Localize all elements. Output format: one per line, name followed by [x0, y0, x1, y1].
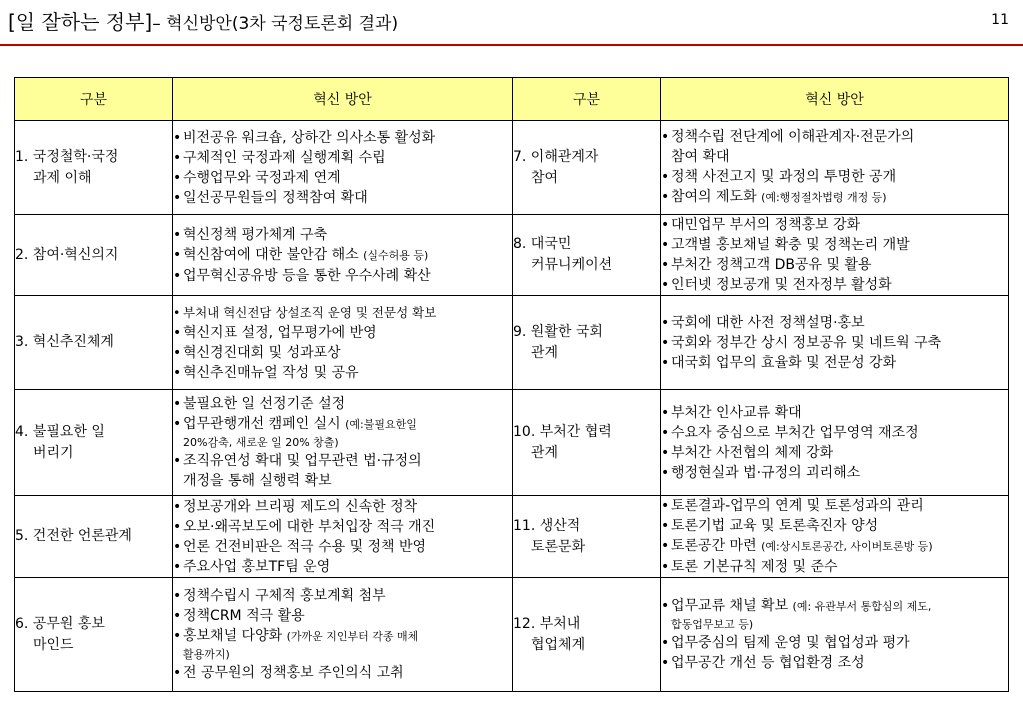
list-item [173, 188, 512, 208]
item-text: 정책 사전고지 및 과정의 투명한 공개 [671, 169, 897, 185]
item-text: 인터넷 정보공개 및 전자정부 활성화 [671, 277, 892, 293]
item-text: 부처간 정책고객 DB공유 및 활용 [671, 257, 872, 273]
list-item [173, 225, 512, 245]
plan-list [173, 225, 512, 286]
item-text: 혁신참여에 대한 불안감 해소 [183, 246, 359, 263]
category-line: 8. 대국민 [513, 236, 572, 252]
item-text: 정책수립 전단계에 이해관계자·전문가의 [671, 129, 915, 145]
list-item [173, 148, 512, 168]
item-text: 부처내 혁신전담 상설조직 운영 및 전문성 확보 [183, 304, 437, 320]
list-item [661, 255, 1008, 275]
right-plans-cell [661, 215, 1009, 296]
list-item [173, 586, 512, 606]
item-note: (예:불필요한일 [345, 418, 417, 431]
list-item [661, 443, 1008, 463]
item-note-continuation: 20%감축, 새로운 일 20% 창출) [183, 436, 339, 449]
item-text: 언론 건전비판은 적극 수용 및 정책 반영 [183, 538, 427, 555]
list-item [661, 633, 1008, 653]
item-note: (가까운 지인부터 각종 매체 [286, 630, 419, 643]
right-category-cell [513, 121, 661, 215]
col-header-plans-right: 혁신 방안 [661, 78, 1009, 121]
item-text: 행정현실과 법·규정의 괴리해소 [671, 464, 861, 481]
item-text: 대민업무 부서의 정책홍보 강화 [671, 217, 861, 233]
list-item [661, 496, 1008, 516]
item-note: (예:상시토론공간, 사이버토론방 등) [761, 540, 933, 553]
category-line: 버리기 [33, 444, 74, 461]
item-text: 주요사업 홍보TF팀 운영 [183, 558, 331, 575]
plan-list [661, 215, 1008, 295]
category-line: 참여 [531, 169, 559, 186]
category-line: 11. 생산적 [513, 517, 581, 534]
item-text: 토론 기본규칙 제정 및 준수 [671, 559, 838, 575]
left-plans-cell [173, 296, 513, 390]
item-note: (예:행정절차법령 개정 등) [761, 191, 887, 204]
item-note-continuation: 활용까지) [183, 648, 230, 661]
item-text: 정보공개와 브리핑 제도의 신속한 정착 [183, 498, 418, 515]
category-line: 마인드 [33, 636, 74, 653]
item-text: 참여의 제도화 [671, 189, 757, 205]
category-line: 9. 원활한 국회 [513, 323, 603, 340]
list-item [173, 517, 512, 537]
item-text: 업무관행개선 캠페인 실시 [183, 416, 341, 432]
item-note: (실수허용 등) [363, 248, 429, 262]
category-line: 3. 혁신추진체계 [15, 334, 114, 350]
category-line: 6. 공무원 홍보 [15, 615, 105, 632]
title-rule [0, 44, 1023, 46]
left-category-cell [15, 578, 173, 692]
right-category-cell [513, 215, 661, 296]
category-line: 관계 [531, 444, 559, 461]
list-item [173, 128, 512, 148]
item-text: 토론공간 마련 [671, 538, 757, 554]
list-item [661, 516, 1008, 536]
item-text: 정책CRM 적극 활용 [183, 608, 305, 624]
right-plans-cell [661, 296, 1009, 390]
item-text: 정책수립시 구체적 홍보계획 첨부 [183, 588, 386, 604]
item-continuation: 참여 확대 [671, 149, 730, 165]
list-item [173, 557, 512, 577]
left-category-cell [15, 496, 173, 578]
item-continuation: 개정을 통해 실행력 확보 [183, 473, 332, 489]
list-item [173, 626, 512, 663]
plan-list [661, 127, 1008, 208]
list-item [661, 127, 1008, 167]
category-line: 토론문화 [531, 538, 586, 555]
list-item [661, 353, 1008, 373]
item-text: 비전공유 워크숍, 상하간 의사소통 활성화 [183, 129, 436, 146]
list-item [173, 303, 512, 323]
list-item [661, 167, 1008, 187]
left-plans-cell [173, 121, 513, 215]
list-item [661, 333, 1008, 353]
list-item [661, 536, 1008, 557]
table-row [15, 215, 1009, 296]
item-text: 부처간 인사교류 확대 [671, 404, 802, 421]
category-line: 4. 불필요한 일 [15, 423, 105, 440]
list-item [173, 168, 512, 188]
item-text: 혁신지표 설정, 업무평가에 반영 [183, 324, 377, 341]
col-header-category-right: 구분 [513, 78, 661, 121]
item-text: 대국회 업무의 효율화 및 전문성 강화 [671, 354, 897, 371]
category-line: 10. 부처간 협력 [513, 423, 612, 440]
page-number: 11 [991, 12, 1009, 28]
list-item [661, 403, 1008, 423]
right-category-cell [513, 578, 661, 692]
item-note-continuation: 합동업무보고 등) [671, 618, 754, 631]
list-item [661, 187, 1008, 208]
list-item [661, 313, 1008, 333]
category-line: 5. 건전한 언론관계 [15, 528, 132, 544]
item-text: 일선공무원들의 정책참여 확대 [183, 189, 368, 206]
list-item [173, 663, 512, 683]
list-item [173, 537, 512, 557]
category-line: 7. 이해관계자 [513, 148, 599, 165]
table-row [15, 296, 1009, 390]
list-item [173, 606, 512, 626]
table-row [15, 578, 1009, 692]
plan-list [661, 596, 1008, 673]
category-line: 과제 이해 [33, 169, 92, 186]
left-category-cell [15, 215, 173, 296]
item-text: 혁신추진매뉴얼 작성 및 공유 [183, 364, 359, 381]
left-plans-cell [173, 578, 513, 692]
item-text: 홍보채널 다양화 [183, 628, 283, 644]
category-line: 커뮤니케이션 [531, 257, 613, 273]
plan-list [173, 303, 512, 383]
right-plans-cell [661, 121, 1009, 215]
list-item [661, 423, 1008, 443]
category-line: 관계 [531, 344, 559, 361]
item-text: 조직유연성 확대 및 업무관련 법·규정의 [183, 453, 422, 469]
item-note: (예: 유관부서 통합심의 제도, [792, 600, 932, 613]
category-line: 12. 부처내 [513, 615, 581, 632]
item-text: 업무혁신공유방 등을 통한 우수사례 확산 [183, 267, 431, 284]
plan-list [173, 394, 512, 491]
category-line: 2. 참여·혁신의지 [15, 246, 119, 263]
item-text: 고객별 홍보채널 확충 및 정책논리 개발 [671, 237, 910, 253]
right-plans-cell [661, 390, 1009, 496]
left-plans-cell [173, 390, 513, 496]
item-text: 수요자 중심으로 부처간 업무영역 재조정 [671, 424, 919, 441]
title-main: [일 잘하는 정부] [8, 10, 153, 34]
plan-list [173, 497, 512, 577]
list-item [173, 363, 512, 383]
list-item [661, 275, 1008, 295]
left-category-cell [15, 121, 173, 215]
left-category-cell [15, 390, 173, 496]
list-item [661, 463, 1008, 483]
page-title [8, 6, 398, 35]
list-item [661, 596, 1008, 633]
plan-list [661, 403, 1008, 483]
innovation-table [14, 77, 1009, 692]
col-header-plans-left: 혁신 방안 [173, 78, 513, 121]
plan-list [173, 128, 512, 208]
item-text: 토론결과-업무의 연계 및 토론성과의 관리 [671, 498, 924, 514]
item-text: 오보·왜곡보도에 대한 부처입장 적극 개진 [183, 518, 436, 535]
table-body [15, 121, 1009, 692]
item-text: 업무교류 채널 확보 [671, 598, 789, 614]
item-text: 부처간 사전협의 체제 강화 [671, 444, 834, 461]
list-item [173, 323, 512, 343]
right-category-cell [513, 496, 661, 578]
right-plans-cell [661, 578, 1009, 692]
plan-list [661, 313, 1008, 373]
table-row [15, 121, 1009, 215]
list-item [173, 451, 512, 491]
list-item [661, 235, 1008, 255]
list-item [661, 653, 1008, 673]
item-text: 국회와 정부간 상시 정보공유 및 네트웍 구축 [671, 334, 942, 351]
list-item [173, 394, 512, 414]
list-item [661, 557, 1008, 577]
item-text: 구체적인 국정과제 실행계획 수립 [183, 149, 386, 166]
left-plans-cell [173, 215, 513, 296]
title-dash: – 혁신방안 [152, 14, 232, 34]
item-text: 전 공무원의 정책홍보 주인의식 고취 [183, 665, 404, 681]
title-paren: (3차 국정토론회 결과) [231, 14, 399, 34]
right-plans-cell [661, 496, 1009, 578]
item-text: 수행업무와 국정과제 연계 [183, 169, 341, 186]
item-text: 업무공간 개선 등 협업환경 조성 [671, 655, 865, 671]
left-plans-cell [173, 496, 513, 578]
item-text: 업무중심의 팀제 운영 및 협업성과 평가 [671, 635, 910, 651]
table-row [15, 390, 1009, 496]
category-line: 협업체계 [531, 636, 586, 653]
header-row [15, 78, 1009, 121]
left-category-cell [15, 296, 173, 390]
list-item [661, 215, 1008, 235]
col-header-category-left: 구분 [15, 78, 173, 121]
item-text: 불필요한 일 선정기준 설정 [183, 396, 346, 412]
plan-list [173, 586, 512, 683]
table-row [15, 496, 1009, 578]
right-category-cell [513, 296, 661, 390]
item-text: 혁신경진대회 및 성과포상 [183, 344, 341, 361]
list-item [173, 343, 512, 363]
right-category-cell [513, 390, 661, 496]
item-text: 토론기법 교육 및 토론촉진자 양성 [671, 518, 879, 534]
item-text: 혁신정책 평가체계 구축 [183, 226, 328, 243]
list-item [173, 245, 512, 266]
category-line: 1. 국정철학·국정 [15, 148, 119, 165]
list-item [173, 497, 512, 517]
item-text: 국회에 대한 사전 정책설명·홍보 [671, 314, 865, 331]
list-item [173, 266, 512, 286]
plan-list [661, 496, 1008, 577]
list-item [173, 414, 512, 451]
